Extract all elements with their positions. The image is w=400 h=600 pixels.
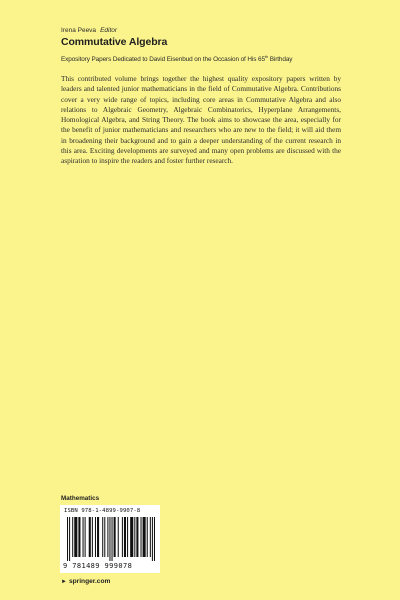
subtitle-end: Birthday (268, 56, 293, 63)
arrow-icon: ► (61, 579, 67, 585)
subtitle-superscript: th (264, 54, 269, 59)
barcode-bar (143, 517, 146, 557)
barcode-bar (154, 517, 155, 561)
barcode-bar (152, 517, 153, 561)
book-title: Commutative Algebra (61, 36, 168, 48)
barcode-bar (85, 517, 86, 557)
barcode-bar (107, 517, 108, 557)
editor-role: Editor (100, 27, 118, 34)
barcode-number: 9 781489 999078 (63, 562, 133, 570)
barcode-bar (150, 517, 151, 557)
barcode-bar (122, 517, 123, 557)
barcode-bar (89, 517, 91, 557)
barcode-bar (95, 517, 96, 557)
barcode-bar (130, 517, 133, 557)
website-label: springer.com (68, 578, 111, 585)
barcode-bar (78, 517, 80, 557)
isbn-label: ISBN 978-1-4899-9907-8 (64, 508, 141, 514)
subtitle-main: Expository Papers Dedicated to David Eisenbud on the Occasion of His 65 (61, 56, 265, 63)
barcode-bar (67, 517, 68, 561)
barcode-bar (74, 517, 77, 557)
barcode-bar (114, 517, 116, 557)
barcode-bar (83, 517, 84, 557)
barcode-bar (92, 517, 93, 557)
barcode-bar (72, 517, 73, 557)
publisher-website (61, 578, 110, 585)
barcode-bar (112, 517, 113, 561)
subject-category: Mathematics (61, 495, 100, 502)
editor-name: Irena Peeva (61, 27, 97, 34)
barcode-bar (104, 517, 105, 557)
barcode-bar (136, 517, 138, 557)
isbn-barcode (60, 505, 160, 573)
book-subtitle (61, 54, 292, 63)
barcode-bar (134, 517, 135, 557)
barcode-bar (124, 517, 126, 557)
barcode-bar (127, 517, 128, 557)
barcode-bar (102, 517, 103, 557)
editor-credit (61, 27, 117, 34)
barcode-bar (109, 517, 110, 561)
barcode-bar (69, 517, 70, 561)
book-description: This contributed volume brings together the highest quality expository papers written by leaders and talented junior mathematicians in the field of Commutative Algebra. Contributions cover a very wide range of topics, including core areas in Commutative Algebra and also relations to Algebraic Geometry, Algebraic Combinatorics, Hyperplane Arrangements, Homological Algebra, and String Theory. The book aims to showcase the area, especially for the benefit of junior mathematicians and researchers who are new to the field; it will aid them in broadening their background and to gain a deeper understanding of the current research in this area. Exciting developments are surveyed and many open problems are discussed with the aspiration to inspire the readers and foster further research. (61, 74, 341, 166)
barcode-bar (118, 517, 119, 557)
barcode-bar (97, 517, 99, 557)
barcode-bars (67, 517, 155, 561)
barcode-bar (147, 517, 148, 557)
barcode-bar (141, 517, 142, 557)
